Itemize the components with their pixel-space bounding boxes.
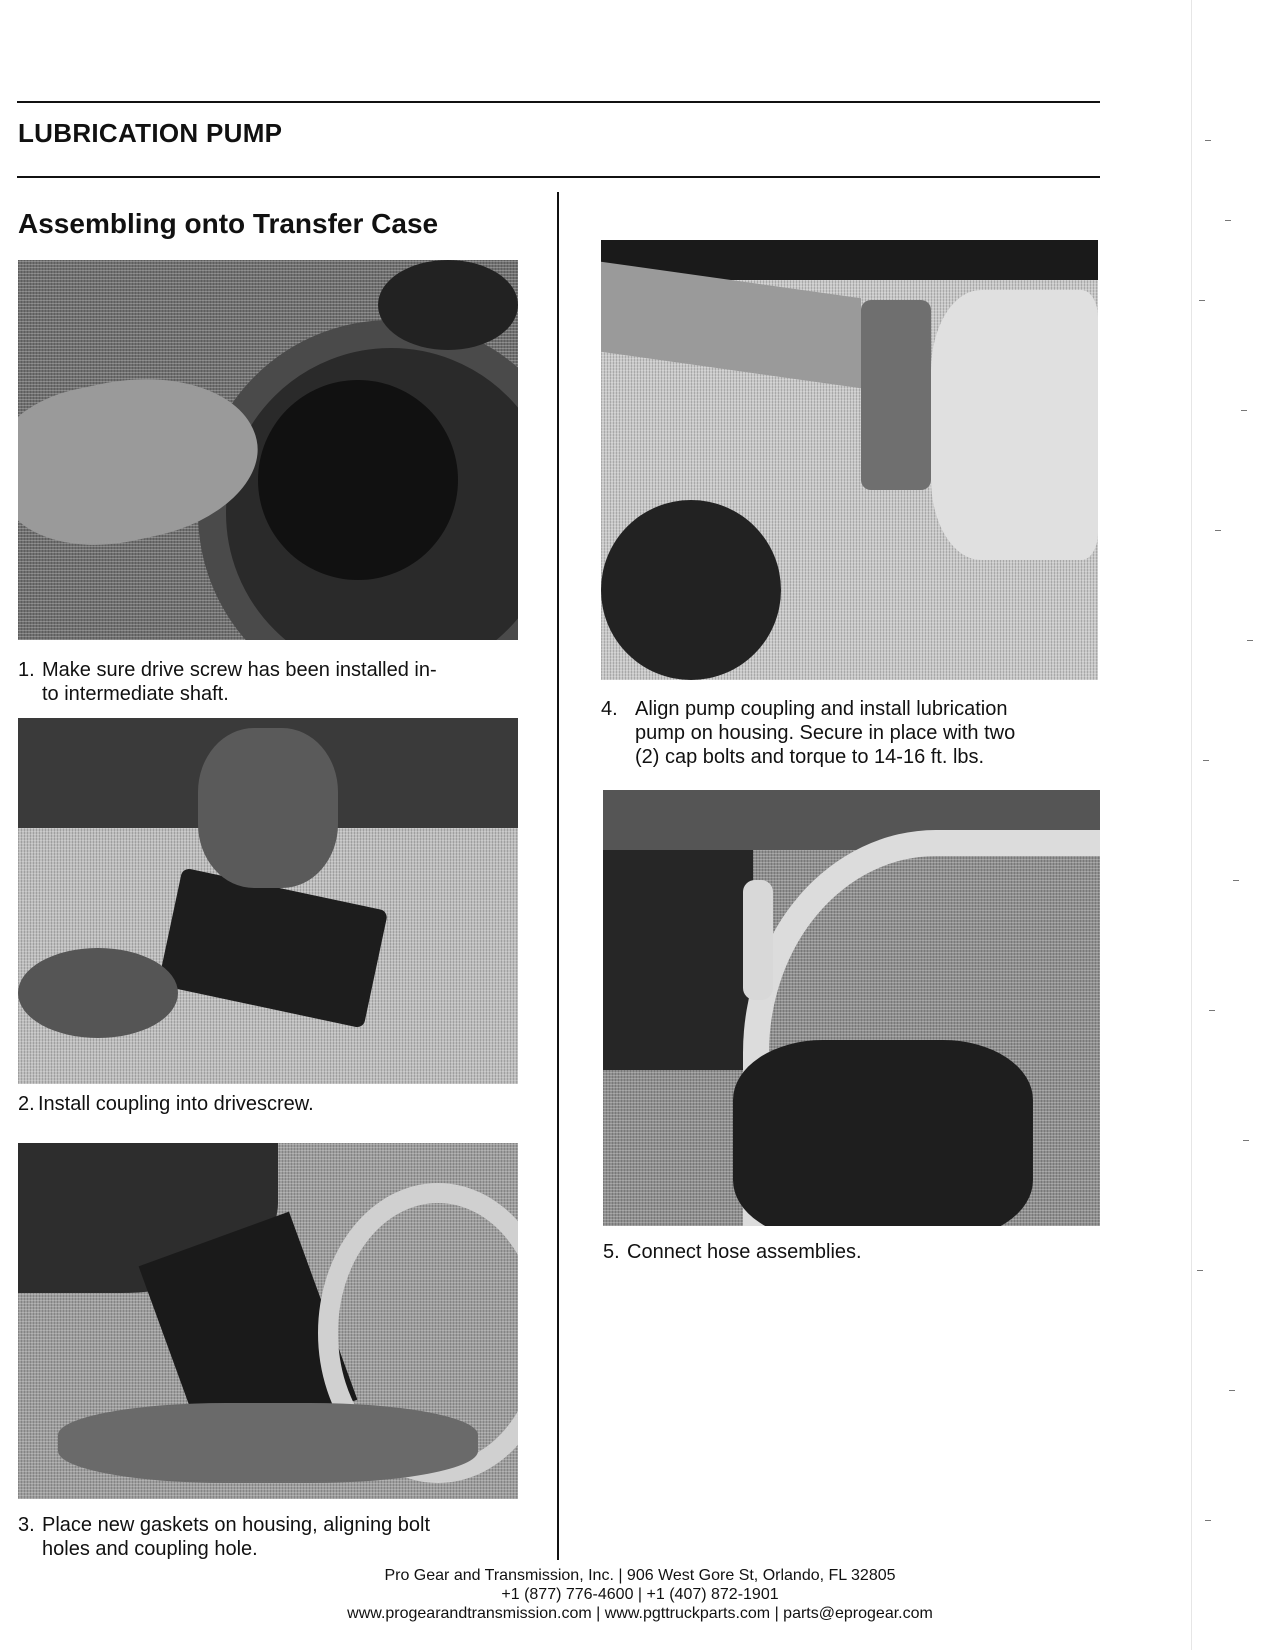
step-text: Connect hose assemblies. <box>627 1241 862 1263</box>
step-text: Make sure drive screw has been installed in- to intermediate shaft. <box>42 659 437 705</box>
step-text: Align pump coupling and install lubrication pump on housing. Secure in place with two (2) cap bolts and torque to 14-16 ft. lbs. <box>635 698 1016 768</box>
step-number: 2. <box>18 1093 35 1115</box>
margin-scan-marks <box>1185 0 1275 1650</box>
step-5-caption <box>603 1240 1103 1264</box>
step-number: 5. <box>603 1241 620 1263</box>
footer <box>280 1566 1000 1623</box>
step-number: 1. <box>18 659 35 681</box>
footer-contact: www.progearandtransmission.com | www.pgttruckparts.com | parts@eprogear.com <box>347 1605 933 1622</box>
step-1-caption <box>18 658 518 706</box>
page-subtitle: Assembling onto Transfer Case <box>18 208 439 239</box>
column-divider <box>557 192 559 1560</box>
footer-phone: +1 (877) 776-4600 | +1 (407) 872-1901 <box>501 1586 779 1603</box>
footer-address: Pro Gear and Transmission, Inc. | 906 West Gore St, Orlando, FL 32805 <box>384 1567 896 1584</box>
step-number: 4. <box>601 698 618 720</box>
step-3-caption <box>18 1513 528 1561</box>
step-4-caption <box>601 697 1101 769</box>
step-3-photo <box>18 1143 518 1499</box>
top-rule <box>17 101 1100 103</box>
step-4-photo <box>601 240 1098 680</box>
section-title: LUBRICATION PUMP <box>18 118 283 148</box>
step-1-photo <box>18 260 518 640</box>
step-5-photo <box>603 790 1100 1226</box>
step-2-caption <box>18 1092 518 1116</box>
step-text: Install coupling into drivescrew. <box>38 1093 314 1115</box>
step-text: Place new gaskets on housing, aligning bolt holes and coupling hole. <box>42 1514 431 1560</box>
step-2-photo <box>18 718 518 1084</box>
step-number: 3. <box>18 1514 35 1536</box>
header-rule <box>17 176 1100 178</box>
